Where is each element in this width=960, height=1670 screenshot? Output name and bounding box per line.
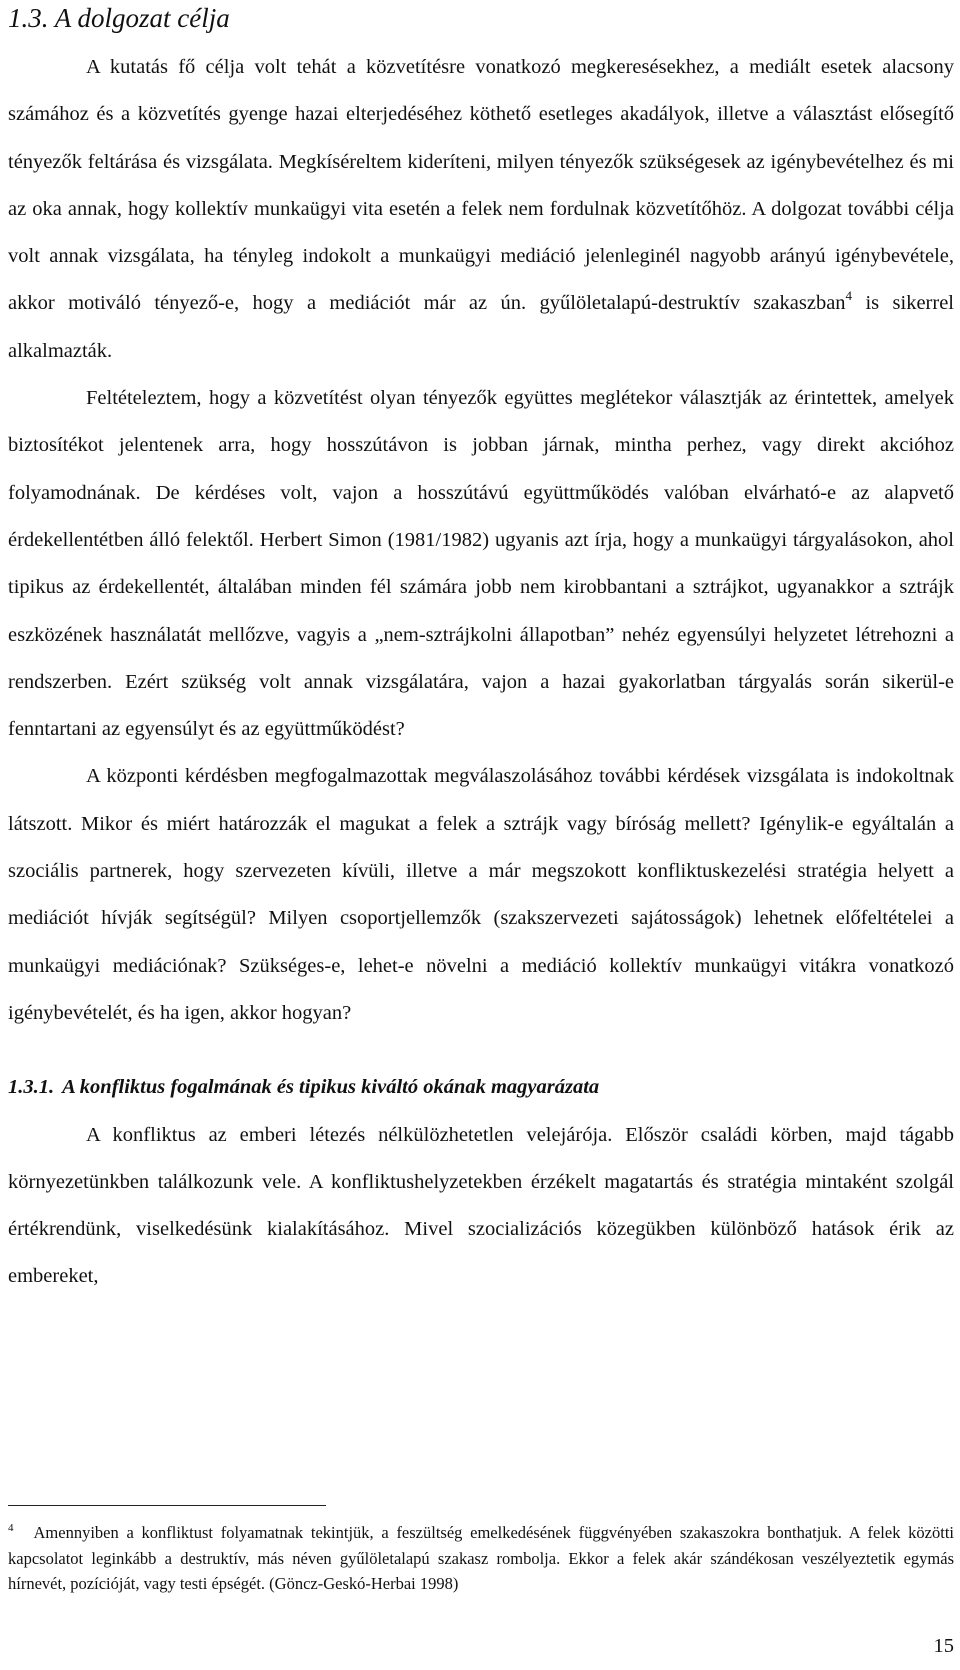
paragraph-2: Feltételeztem, hogy a közvetítést olyan tényezők együttes meglétekor választják az érintettek, amelyek biztosítékot jelentenek arra, hogy hosszútávon is jobban járnak, mintha perhez, vagy direkt akcióhoz folyamodnának. De kérdéses volt, vajon a hosszútávú együttműködés valóban elvárható-e az alapvető érdekellentétben álló felektől. Herbert Simon (1981/1982) ugyanis azt írja, hogy a munkaügyi tárgyalásokon, ahol tipikus az érdekellentét, általában minden fél számára jobb nem kirobbantani a sztrájkot, ugyanakkor a sztrájk eszközének használatát mellőzve, vagyis a „nem-sztrájkolni állapotban” nehéz egyensúlyi helyzetet létrehozni a rendszerben. Ezért szükség volt annak vizsgálatára, vajon a hazai gyakorlatban tárgyalás során sikerül-e fenntartani az egyensúlyt és az együttműködést? bbox=[8, 387, 954, 741]
body-text bbox=[8, 44, 954, 1301]
page-number: 15 bbox=[933, 1635, 954, 1657]
footnote bbox=[8, 1520, 954, 1597]
footnote-mark: 4 bbox=[8, 1522, 14, 1534]
footnote-reference[interactable]: 4 bbox=[845, 288, 853, 304]
paragraph-1 bbox=[8, 44, 954, 375]
paragraph-1-ending: is sikerrel alkalmazták. bbox=[8, 292, 954, 362]
paragraph-1-text: A kutatás fő célja volt tehát a közvetítésre vonatkozó megkeresésekhez, a mediált esetek alacsony számához és a közvetítés gyenge hazai elterjedéséhez köthető esetleges akadályok, illetve a választást elősegítő tényezők feltárása és vizsgálata. Megkíséreltem kideríteni, milyen tényezők szükségesek az igénybevételhez és mi az oka annak, hogy kollektív munkaügyi vita esetén a felek nem fordulnak közvetítőhöz. A dolgozat további célja volt annak vizsgálata, ha tényleg indokolt a munkaügyi mediáció jelenleginél nagyobb arányú igénybevétele, akkor motiváló tényező-e, hogy a mediációt már az ún. gyűlöletalapú-destruktív szakaszban bbox=[8, 56, 954, 315]
document-page bbox=[8, 0, 954, 1670]
subsection-number: 1.3.1. bbox=[8, 1076, 55, 1099]
footnote-paragraph bbox=[8, 1520, 954, 1597]
footnote-text: Amennyiben a konfliktust folyamatnak tekintjük, a feszültség emelkedésének függvényében szakaszokra bonthatjuk. A felek közötti kapcsolatot leginkább a destruktív, más néven gyűlöletalapú szakasz rombolja. Ekkor a felek akár szándékosan veszélyeztetik egymás hírnevét, pozícióját, vagy testi épségét. (Göncz-Geskó-Herbai 1998) bbox=[8, 1523, 954, 1593]
paragraph-3: A központi kérdésben megfogalmazottak megválaszolásához további kérdések vizsgálata is indokoltnak látszott. Mikor és miért határozzák el magukat a felek a sztrájk vagy bíróság mellett? Igénylik-e egyáltalán a szociális partnerek, hogy szervezeten kívüli, illetve a már megszokott konfliktuskezelési stratégia helyett a mediációt hívják segítségül? Milyen csoportjellemzők (szakszervezeti sajátosságok) lehetnek előfeltételei a munkaügyi mediációnak? Szükséges-e, lehet-e növelni a mediáció kollektív munkaügyi vitákra vonatkozó igénybevételét, és ha igen, akkor hogyan? bbox=[8, 765, 954, 1024]
footnote-divider bbox=[8, 1505, 326, 1506]
section-number: 1.3. bbox=[8, 3, 49, 33]
section-title-text: A dolgozat célja bbox=[54, 3, 230, 33]
subsection-paragraph: A konfliktus az emberi létezés nélkülözhetetlen velejárója. Először családi körben, majd tágabb környezetünkben találkozunk vele. A konfliktushelyzetekben érzékelt magatartás és stratégia mintaként szolgál értékrendünk, viselkedésünk kialakításához. Mivel szocializációs közegükben különböző hatások érik az embereket, bbox=[8, 1123, 954, 1288]
section-title bbox=[8, 0, 230, 36]
subsection-title bbox=[8, 1064, 954, 1111]
subsection-title-text: A konfliktus fogalmának és tipikus kiváltó okának magyarázata bbox=[62, 1076, 600, 1099]
